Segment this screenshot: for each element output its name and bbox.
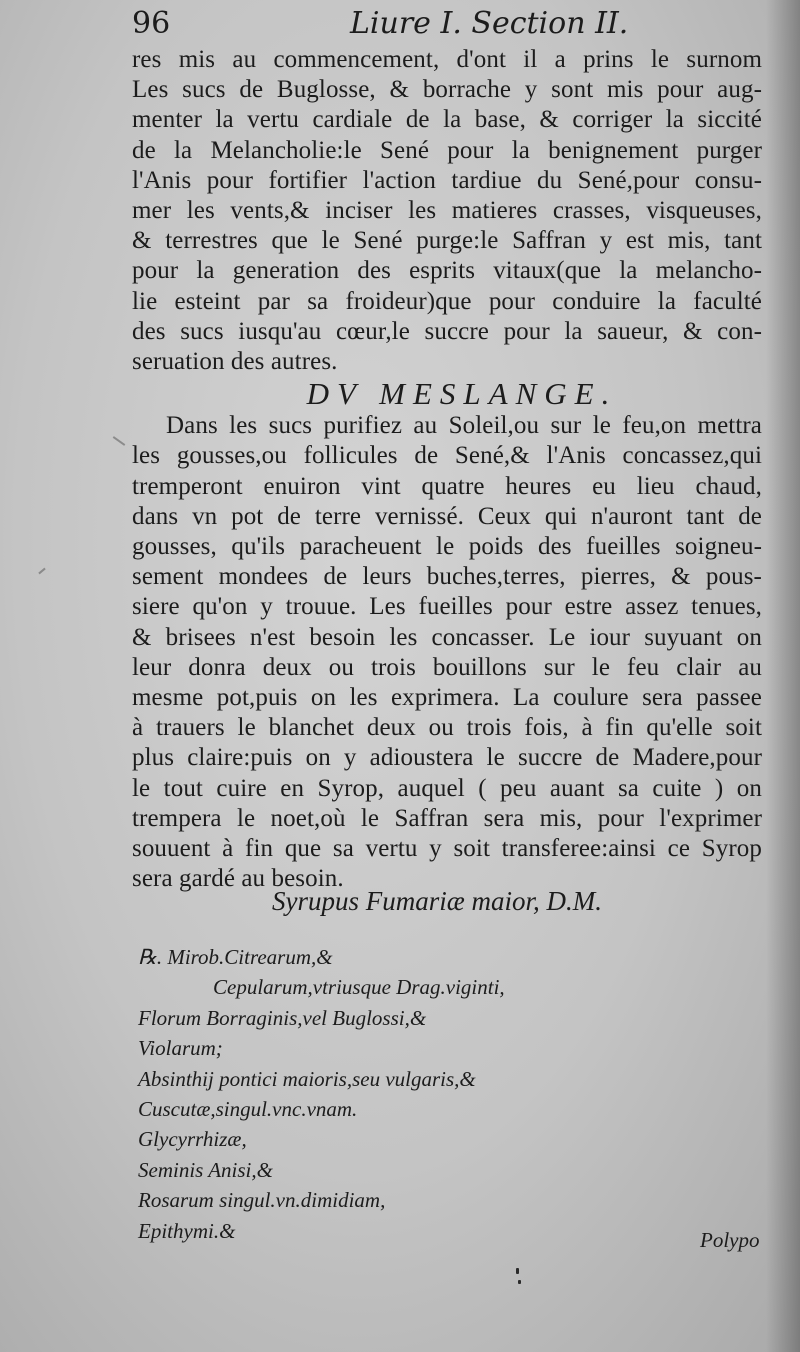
ink-speck [516,1268,519,1274]
page-header [132,4,762,44]
text-line: seruation des autres. [132,348,338,376]
text-line: mesme pot,puis on les exprimera. La coulure sera passee [132,684,762,712]
main-text [132,45,762,894]
text-line: l'Anis pour fortifier l'action tardiue du Sené,pour consu- [132,166,762,194]
page-edge-shadow [766,0,800,1352]
text-line: & brisees n'est besoin les concasser. Le iour suyuant on [132,623,762,651]
text-line: sera gardé au besoin. [132,865,344,893]
text-line: lie esteint par sa froideur)que pour conduire la faculté [132,287,762,315]
paper-mark [38,568,45,575]
catchword: Polypo [700,1228,760,1252]
recipe-title: Syrupus Fumariæ maior, D.M. [272,886,603,916]
ingredient-line: Florum Borraginis,vel Buglossi,& [138,1005,427,1030]
running-title: Liure I. Section II. [350,6,629,41]
text-line: des sucs iusqu'au cœur,le succre pour la saueur, & con- [132,317,762,345]
ink-speck [518,1280,521,1284]
text-line: pour la generation des esprits vitaux(que la melancho- [132,257,762,285]
text-line: res mis au commencement, d'ont il a prins le surnom [132,46,762,73]
text-line: leur donra deux ou trois bouillons sur le feu clair au [132,653,762,681]
ingredient-line: Rosarum singul.vn.dimidiam, [138,1188,386,1213]
text-line: souuent à fin que sa vertu y soit transferee:ainsi ce Syrop [132,835,762,863]
text-line: menter la vertu cardiale de la base, & corriger la siccité [132,106,762,134]
paper-mark [113,436,126,446]
text-line: dans vn pot de terre vernissé. Ceux qui n'auront tant de [132,502,762,530]
text-line: à trauers le blanchet deux ou trois fois, à fin qu'elle soit [132,714,762,742]
text-line: de la Melancholie:le Sené pour la benignement purger [132,136,762,164]
text-line: siere qu'on y trouue. Les fueilles pour estre assez tenues, [132,593,762,621]
page-number: 96 [132,6,171,41]
ingredient-line: Absinthij pontici maioris,seu vulgaris,& [138,1066,476,1091]
ingredient-line: Violarum; [138,1036,223,1061]
ingredient-line: Seminis Anisi,& [138,1157,273,1182]
text-line: & terrestres que le Sené purge:le Saffran y est mis, tant [132,227,762,255]
section-heading: DV MESLANGE. [306,376,618,412]
recipe-ingredient-list [138,942,738,1246]
text-line: le tout cuire en Syrop, auquel ( peu auant sa cuite ) on [132,774,762,802]
ingredient-line: ℞. Mirob.Citrearum,& [138,945,333,969]
text-line: plus claire:puis on y adioustera le succre de Madere,pour [132,744,762,772]
text-line: trempera le noet,où le Saffran sera mis, pour l'exprimer [132,804,762,832]
text-line: les gousses,ou follicules de Sené,& l'Anis concassez,qui [132,442,762,470]
ingredient-line: Cuscutæ,singul.vnc.vnam. [138,1097,358,1122]
text-line: sement mondees de leurs buches,terres, pierres, & pous- [132,563,762,591]
ingredient-line: Cepularum,vtriusque Drag.viginti, [213,975,505,1000]
text-line: mer les vents,& inciser les matieres crasses, visqueuses, [132,197,762,225]
text-line: Dans les sucs purifiez au Soleil,ou sur le feu,on mettra [166,412,762,440]
ingredient-line: Glycyrrhizæ, [138,1127,247,1152]
text-line: Les sucs de Buglosse, & borrache y sont mis pour aug- [132,76,762,104]
text-line: tremperont enuiron vint quatre heures eu lieu chaud, [132,472,762,500]
text-line: gousses, qu'ils paracheuent le poids des fueilles soigneu- [132,533,762,561]
ingredient-line: Epithymi.& [138,1218,236,1243]
